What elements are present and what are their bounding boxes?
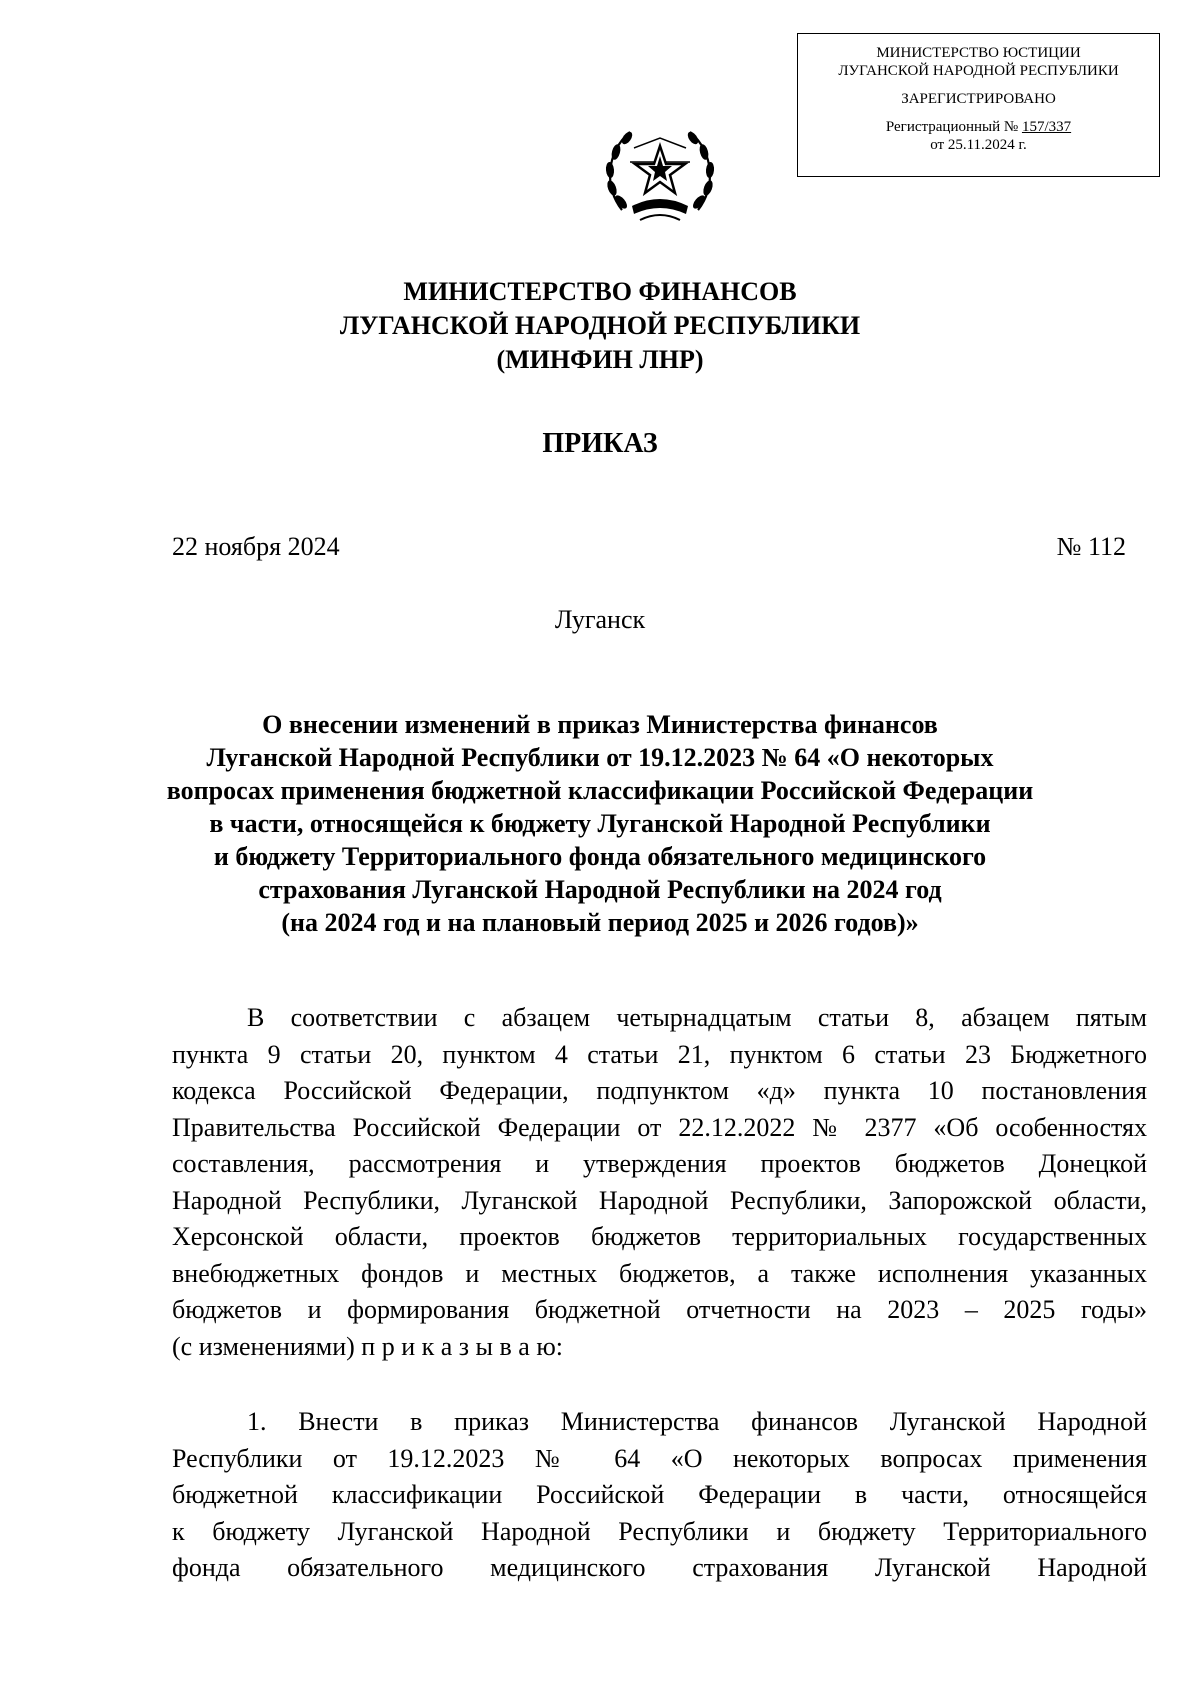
subject-line: вопросах применения бюджетной классификации Российской Федерации bbox=[166, 776, 1034, 805]
stamp-reg-label: Регистрационный № bbox=[885, 119, 1019, 135]
body-line: кодекса Российской Федерации, подпунктом «д» пункта 10 постановления bbox=[172, 1076, 1147, 1105]
subject-line: и бюджету Территориального фонда обязательного медицинского bbox=[213, 842, 987, 871]
document-subject bbox=[150, 708, 1050, 939]
body-line: к бюджету Луганской Народной Республики и бюджету Территориального bbox=[172, 1516, 1147, 1546]
body-line: Правительства Российской Федерации от 22.12.2022 № 2377 «Об особенностях bbox=[172, 1112, 1147, 1142]
subject-line: Луганской Народной Республики от 19.12.2023 № 64 «О некоторых bbox=[206, 743, 994, 772]
body-line: составления, рассмотрения и утверждения проектов бюджетов Донецкой bbox=[172, 1149, 1147, 1178]
body-line: (с изменениями) п р и к а з ы в а ю: bbox=[172, 1331, 563, 1361]
ministry-title-line3: (МИНФИН ЛНР) bbox=[496, 345, 704, 374]
stamp-reg-date: от 25.11.2024 г. bbox=[930, 137, 1027, 153]
body-line: Народной Республики, Луганской Народной Республики, Запорожской области, bbox=[172, 1185, 1147, 1215]
body-paragraph-preamble bbox=[172, 1000, 1147, 1365]
body-line: бюджетной классификации Российской Федерации в части, относящейся bbox=[172, 1480, 1147, 1509]
stamp-ministry-line2: ЛУГАНСКОЙ НАРОДНОЙ РЕСПУБЛИКИ bbox=[838, 63, 1119, 79]
body-line: 1. Внести в приказ Министерства финансов Луганской Народной bbox=[247, 1407, 1147, 1436]
body-line: фонда обязательного медицинского страхования Луганской Народной bbox=[172, 1553, 1147, 1582]
coat-of-arms-emblem bbox=[600, 118, 720, 230]
document-number: № 112 bbox=[1056, 532, 1126, 561]
body-line: В соответствии с абзацем четырнадцатым статьи 8, абзацем пятым bbox=[247, 1003, 1147, 1032]
subject-line: (на 2024 год и на плановый период 2025 и 2026 годов)» bbox=[281, 908, 919, 937]
document-city: Луганск bbox=[554, 605, 646, 634]
subject-line: страхования Луганской Народной Республики на 2024 год bbox=[258, 875, 942, 904]
stamp-ministry-line1: МИНИСТЕРСТВО ЮСТИЦИИ bbox=[876, 45, 1081, 61]
registration-stamp bbox=[797, 33, 1160, 177]
ministry-title-line2: ЛУГАНСКОЙ НАРОДНОЙ РЕСПУБЛИКИ bbox=[339, 311, 861, 340]
body-line: Республики от 19.12.2023 № 64 «О некоторых вопросах применения bbox=[172, 1443, 1147, 1473]
document-date: 22 ноября 2024 bbox=[172, 532, 340, 561]
ministry-title-line1: МИНИСТЕРСТВО ФИНАНСОВ bbox=[403, 277, 797, 306]
body-line: внебюджетных фондов и местных бюджетов, а также исполнения указанных bbox=[172, 1258, 1147, 1288]
document-type: ПРИКАЗ bbox=[542, 428, 658, 459]
body-line: бюджетов и формирования бюджетной отчетности на 2023 – 2025 годы» bbox=[172, 1295, 1147, 1324]
ministry-title bbox=[0, 275, 1200, 377]
body-paragraph-item1 bbox=[172, 1404, 1147, 1587]
stamp-reg-number: 157/337 bbox=[1021, 119, 1072, 135]
stamp-registration-number bbox=[798, 118, 1159, 136]
subject-line: в части, относящейся к бюджету Луганской Народной Республики bbox=[209, 809, 991, 838]
stamp-status: ЗАРЕГИСТРИРОВАНО bbox=[901, 91, 1056, 107]
body-line: пункта 9 статьи 20, пунктом 4 статьи 21, пунктом 6 статьи 23 Бюджетного bbox=[172, 1039, 1147, 1069]
body-line: Херсонской области, проектов бюджетов территориальных государственных bbox=[172, 1222, 1147, 1251]
subject-line: О внесении изменений в приказ Министерства финансов bbox=[262, 710, 938, 739]
